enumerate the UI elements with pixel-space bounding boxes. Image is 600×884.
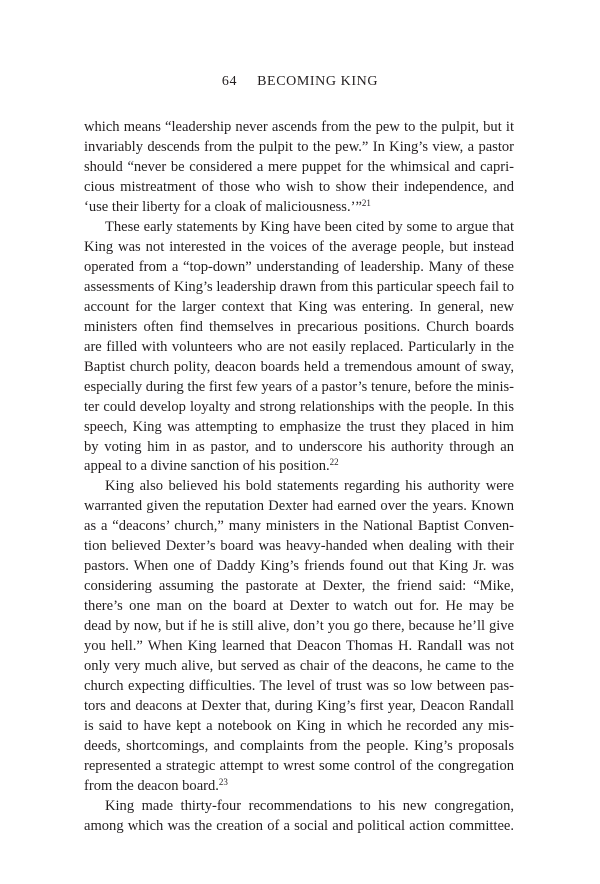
- line-text: ministers often find themselves in precarious positions. Church boards: [84, 318, 514, 335]
- line-text: assessments of King’s leadership drawn from this particular speech fail to: [84, 278, 514, 295]
- line-text: especially during the first few years of a pastor’s tenure, before the minis-: [84, 378, 514, 395]
- text-line: [84, 617, 514, 637]
- page-number: 64: [221, 74, 238, 89]
- text-line: [84, 717, 514, 737]
- text-line: [84, 557, 514, 577]
- text-line: [84, 258, 514, 278]
- line-text: which means “leadership never ascends from the pew to the pulpit, but it: [84, 119, 514, 135]
- text-line: [84, 298, 514, 318]
- text-line: [84, 238, 514, 258]
- paragraph: [84, 477, 514, 797]
- text-line: [84, 218, 514, 238]
- line-text: tors and deacons at Dexter that, during King’s first year, Deacon Randall: [84, 698, 514, 715]
- text-line: [84, 657, 514, 677]
- line-text: account for the larger context that King was entering. In general, new: [84, 298, 514, 315]
- line-text: from the deacon board.: [84, 777, 219, 794]
- paragraph: [84, 797, 514, 837]
- line-text: speech, King was attempting to emphasize the trust they placed in him: [84, 418, 514, 435]
- line-text: King made thirty-four recommendations to his new congregation,: [105, 797, 514, 814]
- text-line: [84, 198, 514, 218]
- text-line: [84, 697, 514, 717]
- text-line: [84, 637, 514, 657]
- line-text: church expecting difficulties. The level of trust was so low between pas-: [84, 678, 514, 695]
- line-text: tion believed Dexter’s board was heavy-handed when dealing with their: [84, 538, 514, 555]
- text-line: [84, 378, 514, 398]
- text-line: [84, 517, 514, 537]
- text-line: [84, 457, 514, 477]
- text-line: [84, 118, 514, 138]
- text-line: [84, 777, 514, 797]
- text-line: [84, 797, 514, 817]
- line-text: only very much alive, but served as chair of the deacons, he came to the: [84, 658, 514, 675]
- text-line: [84, 418, 514, 438]
- text-line: [84, 497, 514, 517]
- line-text: dead by now, but if he is still alive, don’t you go there, because he’ll give: [84, 618, 514, 635]
- line-text: ‘use their liberty for a cloak of maliciousness.’”: [84, 198, 362, 215]
- paragraph: [84, 218, 514, 478]
- line-text: pastors. When one of Daddy King’s friends found out that King Jr. was: [84, 558, 514, 575]
- text-line: [84, 178, 514, 198]
- line-text: ter could develop loyalty and strong relationships with the people. In this: [84, 398, 514, 415]
- text-line: [84, 817, 514, 837]
- line-text: is said to have kept a notebook on King in which he recorded any mis-: [84, 718, 514, 735]
- text-line: [84, 537, 514, 557]
- text-line: [84, 477, 514, 497]
- text-line: [84, 158, 514, 178]
- text-line: [84, 358, 514, 378]
- text-line: [84, 278, 514, 298]
- text-line: [84, 597, 514, 617]
- line-text: warranted given the reputation Dexter had earned over the years. Known: [84, 498, 514, 515]
- text-line: [84, 138, 514, 158]
- text-line: [84, 338, 514, 358]
- line-text: represented a strategic attempt to wrest some control of the congregation: [84, 758, 514, 774]
- line-text: cious mistreatment of those who wish to show their independence, and: [84, 178, 514, 195]
- text-line: [84, 737, 514, 757]
- line-text: you hell.” When King learned that Deacon Thomas H. Randall was not: [84, 638, 514, 655]
- footnote-reference[interactable]: 21: [361, 197, 371, 208]
- line-text: there’s one man on the board at Dexter to watch out for. He may be: [84, 598, 514, 615]
- footnote-reference[interactable]: 22: [329, 457, 339, 468]
- running-head: [0, 74, 600, 90]
- line-text: These early statements by King have been cited by some to argue that: [105, 218, 514, 235]
- line-text: invariably descends from the pulpit to the pew.” In King’s view, a pastor: [84, 138, 514, 155]
- line-text: King was not interested in the voices of the average people, but instead: [84, 238, 514, 255]
- running-head-title: BECOMING KING: [257, 74, 379, 89]
- line-text: operated from a “top-down” understanding of leadership. Many of these: [84, 258, 514, 275]
- text-line: [84, 398, 514, 418]
- line-text: by voting him in as pastor, and to underscore his authority through an: [84, 438, 514, 455]
- text-line: [84, 677, 514, 697]
- line-text: King also believed his bold statements regarding his authority were: [105, 478, 514, 495]
- footnote-reference[interactable]: 23: [218, 776, 228, 787]
- body-text: [84, 118, 514, 837]
- line-text: should “never be considered a mere puppet for the whimsical and capri-: [84, 158, 514, 175]
- text-line: [84, 438, 514, 458]
- line-text: considering assuming the pastorate at Dexter, the friend said: “Mike,: [84, 578, 514, 595]
- line-text: deeds, shortcomings, and complaints from the people. King’s proposals: [84, 738, 514, 755]
- text-line: [84, 577, 514, 597]
- line-text: Baptist church polity, deacon boards held a tremendous amount of sway,: [84, 358, 514, 375]
- line-text: among which was the creation of a social and political action committee.: [84, 817, 514, 834]
- text-line: [84, 318, 514, 338]
- text-line: [84, 757, 514, 777]
- line-text: are filled with volunteers who are not easily replaced. Particularly in the: [84, 338, 514, 355]
- line-text: as a “deacons’ church,” many ministers in the National Baptist Conven-: [84, 518, 514, 535]
- line-text: appeal to a divine sanction of his position.: [84, 458, 330, 475]
- paragraph: [84, 118, 514, 218]
